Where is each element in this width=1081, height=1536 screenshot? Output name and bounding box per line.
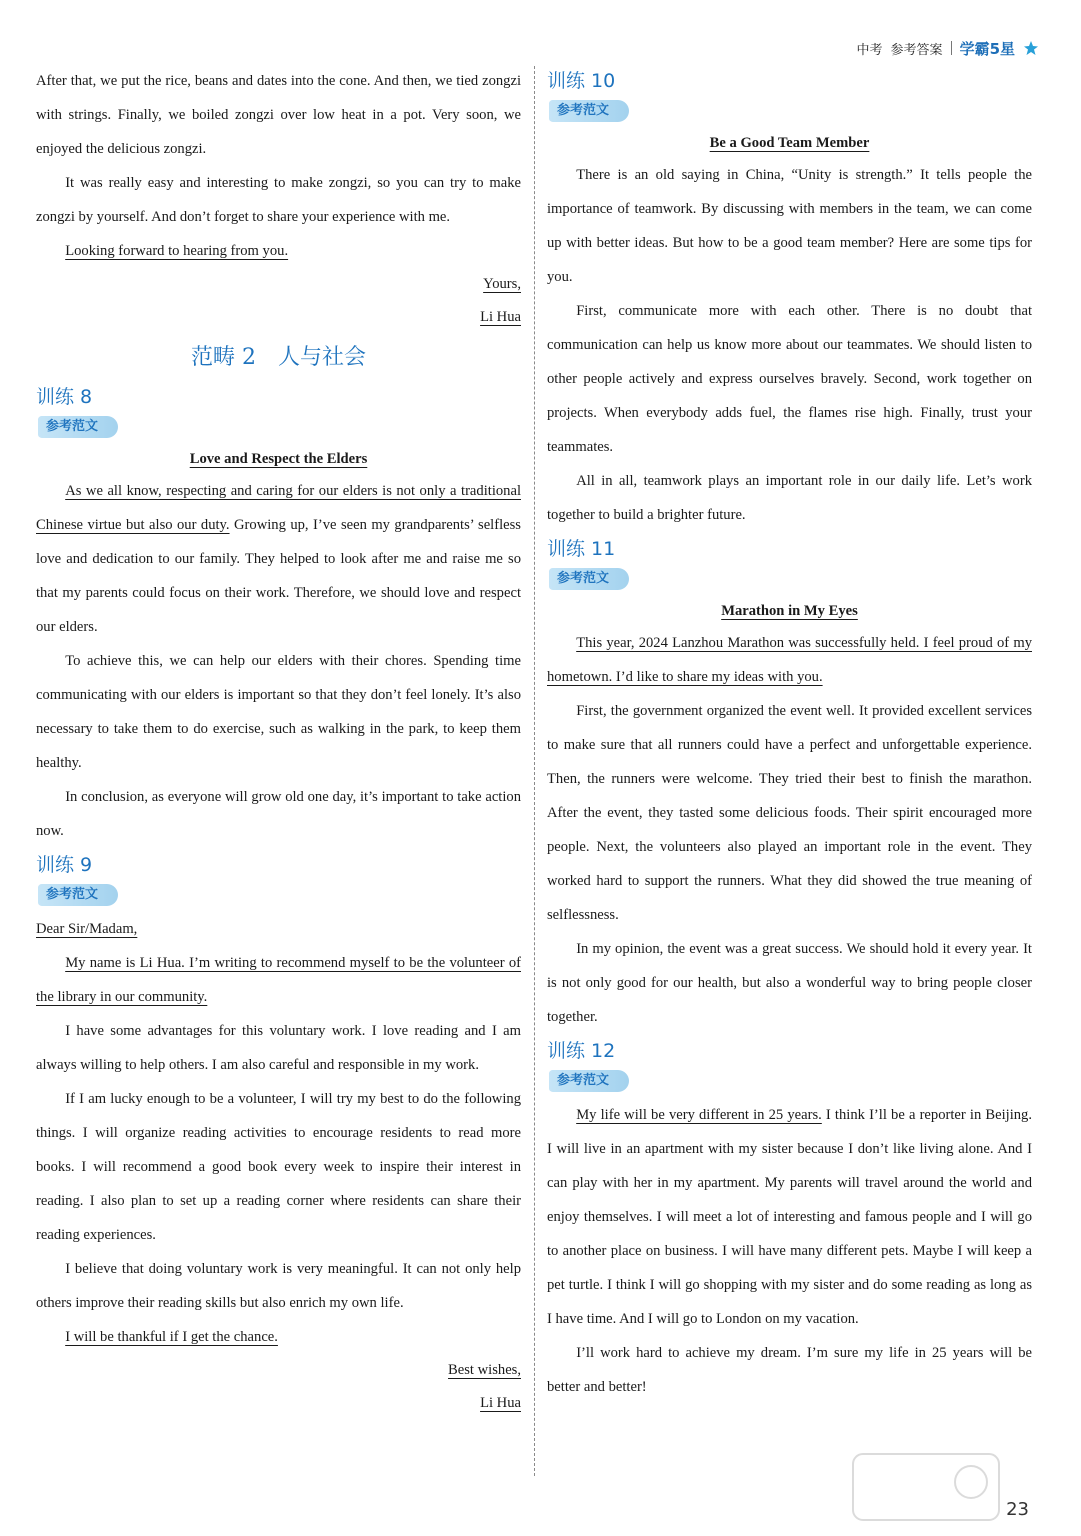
exercise-9-paragraph-1: My name is Li Hua. I’m writing to recommend myself to be the volunteer of the library in our community. xyxy=(36,955,521,1005)
exercise-12-title: 训练 12 xyxy=(547,1040,616,1062)
header-exam-label: 中考 xyxy=(856,42,883,58)
header-separator xyxy=(951,41,952,55)
exercise-8-paragraph-3: In conclusion, as everyone will grow old one day, it’s important to take action now. xyxy=(36,789,521,839)
section-title: 人与社会 xyxy=(277,345,366,370)
zongzi-paragraph-1: After that, we put the rice, beans and dates into the cone. And then, we tied zongzi with strings. Finally, we boiled zongzi over low heat in a pot. Very soon, we enjoyed the delicious zongzi. xyxy=(36,73,521,157)
section-heading xyxy=(36,338,521,378)
exercise-10-paragraph-2: First, communicate more with each other. There is no doubt that communication can help us know more about our teammates. We should listen to other people actively and express ourselves bravely. Second, work together on projects. When everybody adds fuel, the flames rise high. Finally, trust your teammates. xyxy=(547,303,1032,455)
exercise-9-paragraph-3: If I am lucky enough to be a volunteer, I will try my best to do the following things. I will organize reading activities to encourage residents to read more books. I will recommend a good book every week to inspire their interest in reading. I also plan to set up a reading corner where residents can share their reading experiences. xyxy=(36,1091,521,1243)
exercise-12-paragraph-1: My life will be very different in 25 years. I think I’ll be a reporter in Beijing. I will live in an apartment with my sister because I don’t like living alone. And I can play with her in my apartment. My parents will travel around the world and enjoy themselves. I will meet a lot of interesting and famous people and I will go to another place on business. I will have many different pets. Maybe I will keep a pet turtle. I think I will go shopping with my sister and do some reading as long as I have time. And I will go to London on my vacation. xyxy=(547,1107,1032,1327)
exercise-11-title: 训练 11 xyxy=(547,538,616,560)
watermark-icon xyxy=(851,1452,1001,1522)
exercise-8-paragraph-1: As we all know, respecting and caring for our elders is not only a traditional Chinese virtue but also our duty. Growing up, I’ve seen my grandparents’ selfless love and dedication to our family. They helped to look after me and raise me so that my parents could focus on their work. Therefore, we should love and respect our elders. xyxy=(36,483,521,635)
exercise-10-paragraph-1: There is an old saying in China, “Unity is strength.” It tells people the importance of teamwork. By discussing with members in the team, we can come up with better ideas. But how to be a good team member? Here are some tips for you. xyxy=(547,167,1032,285)
exercise-9-paragraph-2: I have some advantages for this voluntary work. I love reading and I am always willing to help others. I am also careful and responsible in my work. xyxy=(36,1023,521,1073)
exercise-10-paragraph-3: All in all, teamwork plays an important role in our daily life. Let’s work together to build a brighter future. xyxy=(547,473,1032,523)
header-brand-logo: 学霸5星 xyxy=(959,39,1015,58)
exercise-11-paragraph-3: In my opinion, the event was a great success. We should hold it every year. It is not only good for our health, but also a wonderful way to bring people closer together. xyxy=(547,941,1032,1025)
watermark-logo xyxy=(851,1452,1001,1522)
exercise-12-badge: 参考范文 xyxy=(549,1070,629,1092)
exercise-8-essay-title: Love and Respect the Elders xyxy=(189,451,368,467)
exercise-11-paragraph-2: First, the government organized the event well. It provided excellent services to make sure that all runners could have a perfect and unforgettable experience. Then, the runners were welcome. They tried their best to finish the marathon. After the event, they tasted some delicious foods. Their spirit encouraged more people. Next, the volunteers also played an important role in the event. They worked hard to support the runners. What they did showed the true meaning of selflessness. xyxy=(547,703,1032,923)
exercise-10-badge: 参考范文 xyxy=(549,100,629,122)
exercise-9-closing: Best wishes, xyxy=(448,1362,521,1378)
exercise-8-paragraph-2: To achieve this, we can help our elders with their chores. Spending time communicating with our elders is important so that they don’t feel lonely. It’s also necessary to take them to do exercise, such as walking in the park, to keep them healthy. xyxy=(36,653,521,771)
zongzi-paragraph-3 xyxy=(36,234,521,268)
exercise-11-paragraph-1: This year, 2024 Lanzhou Marathon was successfully held. I feel proud of my hometown. I’d like to share my ideas with you. xyxy=(547,635,1032,685)
right-column xyxy=(547,64,1032,1404)
exercise-9-badge: 参考范文 xyxy=(38,884,118,906)
exercise-9-paragraph-5: I will be thankful if I get the chance. xyxy=(65,1329,278,1345)
exercise-9-title: 训练 9 xyxy=(36,854,93,876)
closing-line: Looking forward to hearing from you. xyxy=(65,243,289,259)
exercise-8-title: 训练 8 xyxy=(36,386,93,408)
exercise-9-paragraph-4: I believe that doing voluntary work is very meaningful. It can not only help others improve their reading skills but also enrich my own life. xyxy=(36,1261,521,1311)
exercise-10-title: 训练 10 xyxy=(547,70,616,92)
letter-closing: Yours, xyxy=(483,276,521,292)
page-header xyxy=(857,36,1039,60)
exercise-10-essay-title: Be a Good Team Member xyxy=(709,135,870,151)
header-answer-label: 参考答案 xyxy=(890,42,943,58)
zongzi-paragraph-2: It was really easy and interesting to make zongzi, so you can try to make zongzi by yourself. And don’t forget to share your experience with me. xyxy=(36,175,521,225)
section-prefix: 范畴 2 xyxy=(190,345,256,370)
brand-star-icon xyxy=(1023,40,1039,56)
exercise-12-paragraph-2: I’ll work hard to achieve my dream. I’m sure my life in 25 years will be better and better! xyxy=(547,1345,1032,1395)
exercise-11-essay-title: Marathon in My Eyes xyxy=(721,603,858,619)
exercise-9-greeting: Dear Sir/Madam, xyxy=(36,921,138,937)
exercise-9-signature: Li Hua xyxy=(480,1395,521,1411)
exercise-11-badge: 参考范文 xyxy=(549,568,629,590)
left-column xyxy=(36,64,521,1420)
exercise-8-badge: 参考范文 xyxy=(38,416,118,438)
letter-signature: Li Hua xyxy=(480,309,521,325)
page-number: 23 xyxy=(1006,1499,1029,1520)
column-divider xyxy=(534,66,535,1476)
